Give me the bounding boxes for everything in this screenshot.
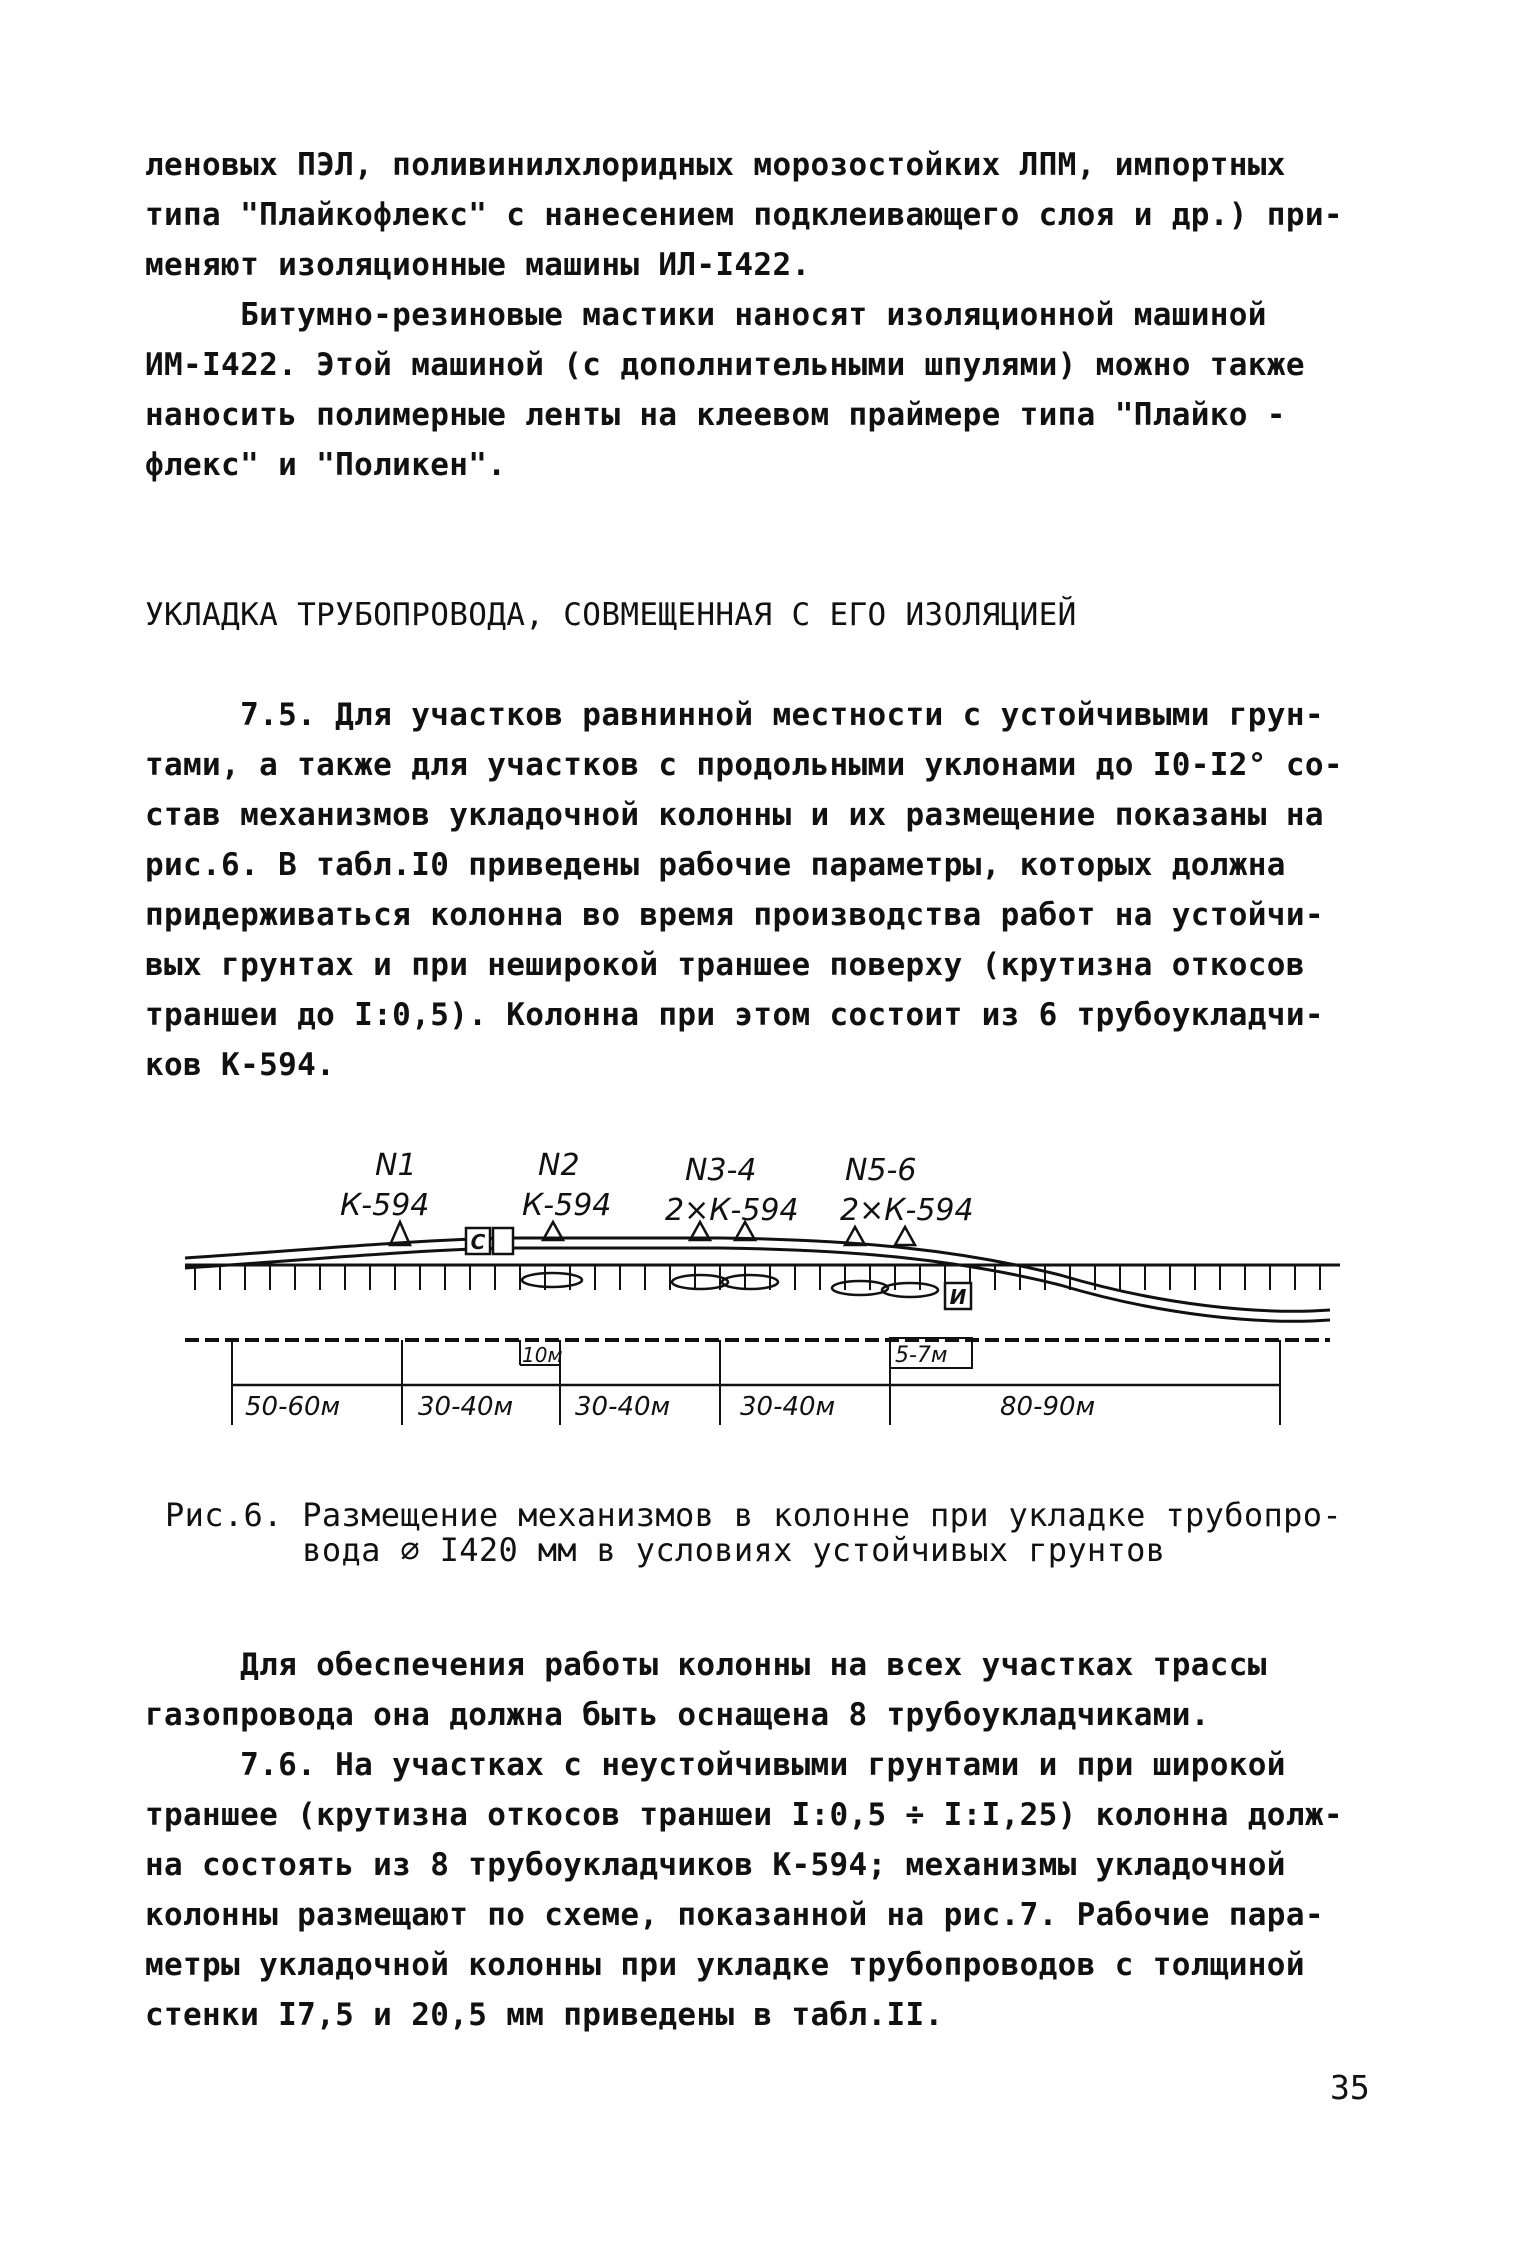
group-model-label: 2×К-594	[840, 1193, 974, 1228]
text-line: придерживаться колонна во время производства работ на устойчи-	[145, 897, 1324, 933]
distance-label: 50-60м	[245, 1392, 341, 1422]
track-icon	[522, 1273, 582, 1287]
primer-machine-box	[493, 1228, 513, 1254]
text-line: на состоять из 8 трубоукладчиков К-594; механизмы укладочной	[145, 1847, 1286, 1883]
pipeline-lower-edge	[185, 1248, 1330, 1321]
text-line: тами, а также для участков с продольными уклонами до I0-I2° со-	[145, 747, 1343, 783]
text-line: 7.6. На участках с неустойчивыми грунтами и при широкой	[145, 1747, 1286, 1783]
offset-label: 10м	[522, 1343, 563, 1367]
page-number: 35	[1330, 2068, 1370, 2107]
group-model-label: 2×К-594	[665, 1193, 799, 1228]
text-line: колонны размещают по схеме, показанной на рис.7. Рабочие пара-	[145, 1897, 1324, 1933]
track-icon	[832, 1281, 888, 1295]
text-line: рис.6. В табл.I0 приведены рабочие параметры, которых должна	[145, 847, 1286, 883]
distance-label: 80-90м	[1000, 1392, 1096, 1422]
group-number-label: N5-6	[845, 1153, 917, 1188]
trench-wall-hatching	[195, 1265, 1320, 1290]
offset-label: 5-7м	[895, 1343, 948, 1368]
group-number-label: N1	[375, 1148, 417, 1183]
text-line: став механизмов укладочной колонны и их размещение показаны на	[145, 797, 1324, 833]
group-number-label: N3-4	[685, 1153, 757, 1188]
pipelayer-icon	[895, 1227, 915, 1245]
text-line: леновых ПЭЛ, поливинилхлоридных морозостойких ЛПМ, импортных	[145, 147, 1286, 183]
text-line: стенки I7,5 и 20,5 мм приведены в табл.II.	[145, 1997, 944, 2033]
text-line: ИМ-I422. Этой машиной (с дополнительными шпулями) можно также	[145, 347, 1305, 383]
section-heading: УКЛАДКА ТРУБОПРОВОДА, СОВМЕЩЕННАЯ С ЕГО ИЗОЛЯЦИЕЙ	[145, 597, 1077, 633]
text-line: газопровода она должна быть оснащена 8 трубоукладчиками.	[145, 1697, 1210, 1733]
text-line: Битумно-резиновые мастики наносят изоляционной машиной	[145, 297, 1267, 333]
distance-label: 30-40м	[740, 1392, 836, 1422]
cleaning-machine-label: C	[470, 1230, 486, 1254]
text-line: меняют изоляционные машины ИЛ-I422.	[145, 247, 811, 283]
text-line: типа "Плайкофлекс" с нанесением подклеивающего слоя и др.) при-	[145, 197, 1343, 233]
text-line: траншеи до I:0,5). Колонна при этом состоит из 6 трубоукладчи-	[145, 997, 1324, 1033]
text-line: вых грунтах и при неширокой траншее поверху (крутизна откосов	[145, 947, 1305, 983]
distance-label: 30-40м	[575, 1392, 671, 1422]
track-icon	[882, 1283, 938, 1297]
group-model-label: К-594	[522, 1188, 612, 1223]
pipeline-laying-figure	[160, 1140, 1360, 1440]
text-line: 7.5. Для участков равнинной местности с устойчивыми грун-	[145, 697, 1324, 733]
insulating-machine-label: И	[949, 1285, 967, 1309]
group-model-label: К-594	[340, 1188, 430, 1223]
distance-label: 30-40м	[418, 1392, 514, 1422]
text-line: метры укладочной колонны при укладке трубопроводов с толщиной	[145, 1947, 1305, 1983]
group-number-label: N2	[538, 1148, 580, 1183]
figure-caption: Рис.6. Размещение механизмов в колонне при укладке трубопро-	[165, 1496, 1342, 1534]
text-line: ков К-594.	[145, 1047, 336, 1083]
text-line: траншее (крутизна откосов траншеи I:0,5 ÷ I:I,25) колонна долж-	[145, 1797, 1343, 1833]
text-line: наносить полимерные ленты на клеевом праймере типа "Плайко -	[145, 397, 1286, 433]
figure-caption: вода ∅ I420 мм в условиях устойчивых грунтов	[165, 1531, 1166, 1569]
text-line: флекс" и "Поликен".	[145, 447, 507, 483]
text-line: Для обеспечения работы колонны на всех участках трассы	[145, 1647, 1267, 1683]
